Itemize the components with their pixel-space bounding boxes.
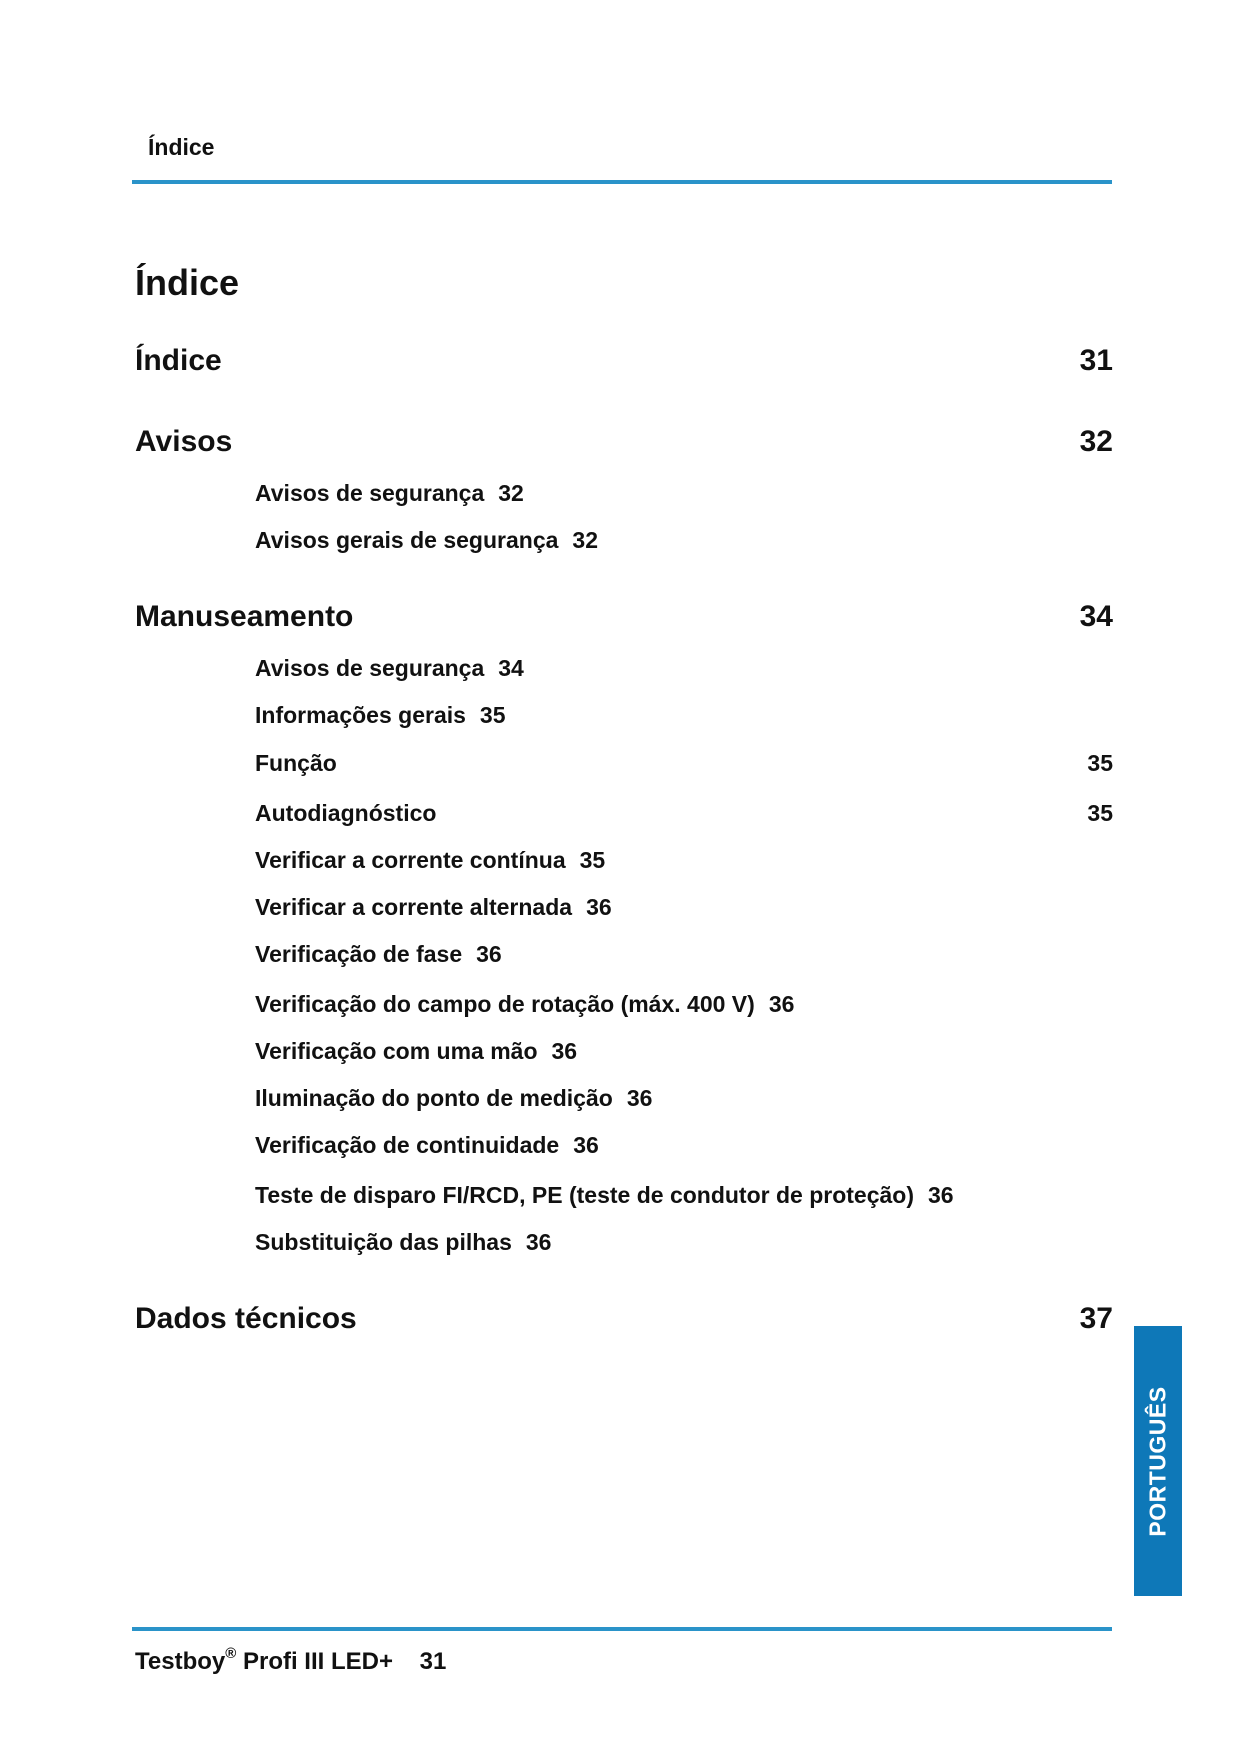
language-tab xyxy=(1134,1326,1182,1596)
entry-title: Teste de disparo FI/RCD, PE (teste de condutor de proteção) xyxy=(255,1182,915,1208)
entry-page: 35 xyxy=(1087,750,1113,776)
chapter-title: Índice xyxy=(135,344,222,377)
page-title: Índice xyxy=(135,262,240,303)
entry-title: Substituição das pilhas xyxy=(255,1229,512,1255)
entry-page: 36 xyxy=(573,1132,599,1158)
entry-title: Função xyxy=(255,750,337,776)
entry-title: Avisos gerais de segurança xyxy=(255,527,559,553)
entry-page: 35 xyxy=(1087,800,1113,826)
entry-page: 32 xyxy=(498,480,524,506)
toc-entry[interactable] xyxy=(255,1085,652,1112)
entry-page: 36 xyxy=(626,1085,653,1111)
footer-page-number: 31 xyxy=(419,1648,447,1675)
entry-title: Informações gerais xyxy=(255,702,466,728)
chapter-title: Manuseamento xyxy=(135,600,354,633)
entry-title: Avisos de segurança xyxy=(255,480,485,506)
entry-page: 32 xyxy=(572,527,598,553)
chapter-page: 31 xyxy=(1079,344,1113,377)
entry-page: 36 xyxy=(525,1229,552,1255)
registered-mark: ® xyxy=(225,1645,237,1662)
footer xyxy=(135,1645,447,1676)
chapter-title: Avisos xyxy=(135,425,233,458)
entry-page: 36 xyxy=(928,1182,954,1208)
entry-page: 35 xyxy=(479,702,506,728)
toc-entry[interactable] xyxy=(255,750,1113,777)
toc-entry[interactable] xyxy=(255,702,506,729)
entry-title: Iluminação do ponto de medição xyxy=(255,1085,613,1111)
entry-page: 36 xyxy=(476,941,502,967)
header-rule xyxy=(132,180,1112,184)
footer-product: Profi III LED+ xyxy=(242,1648,393,1675)
toc-entry[interactable] xyxy=(255,847,605,874)
entry-page: 36 xyxy=(551,1038,578,1064)
entry-title: Autodiagnóstico xyxy=(255,800,437,826)
entry-page: 36 xyxy=(586,894,612,920)
chapter-title: Dados técnicos xyxy=(135,1302,357,1335)
running-head: Índice xyxy=(148,134,215,160)
toc-entry[interactable] xyxy=(255,1229,551,1256)
chapter-page: 34 xyxy=(1079,600,1113,633)
entry-title: Avisos de segurança xyxy=(255,655,485,681)
footer-brand: Testboy xyxy=(135,1648,226,1675)
entry-title: Verificação de continuidade xyxy=(255,1132,560,1158)
entry-page: 34 xyxy=(498,655,524,681)
language-label: PORTUGUÊS xyxy=(1144,1385,1171,1537)
entry-title: Verificar a corrente alternada xyxy=(255,894,573,920)
entry-page: 36 xyxy=(768,991,795,1017)
entry-title: Verificar a corrente contínua xyxy=(255,847,566,873)
toc-entry[interactable] xyxy=(255,894,612,921)
entry-title: Verificação do campo de rotação (máx. 400 V) xyxy=(255,991,755,1017)
toc-entry[interactable] xyxy=(255,527,598,554)
toc-entry[interactable] xyxy=(255,1038,577,1065)
chapter-page: 32 xyxy=(1079,425,1113,458)
toc-entry[interactable] xyxy=(255,1132,599,1159)
toc-entry[interactable] xyxy=(255,941,502,968)
toc-entry[interactable] xyxy=(255,655,524,682)
toc-entry[interactable] xyxy=(255,480,524,507)
toc-entry[interactable] xyxy=(255,1182,954,1209)
entry-title: Verificação com uma mão xyxy=(255,1038,538,1064)
footer-rule xyxy=(132,1627,1112,1631)
toc-entry[interactable] xyxy=(255,800,1113,827)
chapter-page: 37 xyxy=(1079,1302,1113,1335)
toc-entry[interactable] xyxy=(255,991,794,1018)
entry-page: 35 xyxy=(579,847,606,873)
entry-title: Verificação de fase xyxy=(255,941,463,967)
